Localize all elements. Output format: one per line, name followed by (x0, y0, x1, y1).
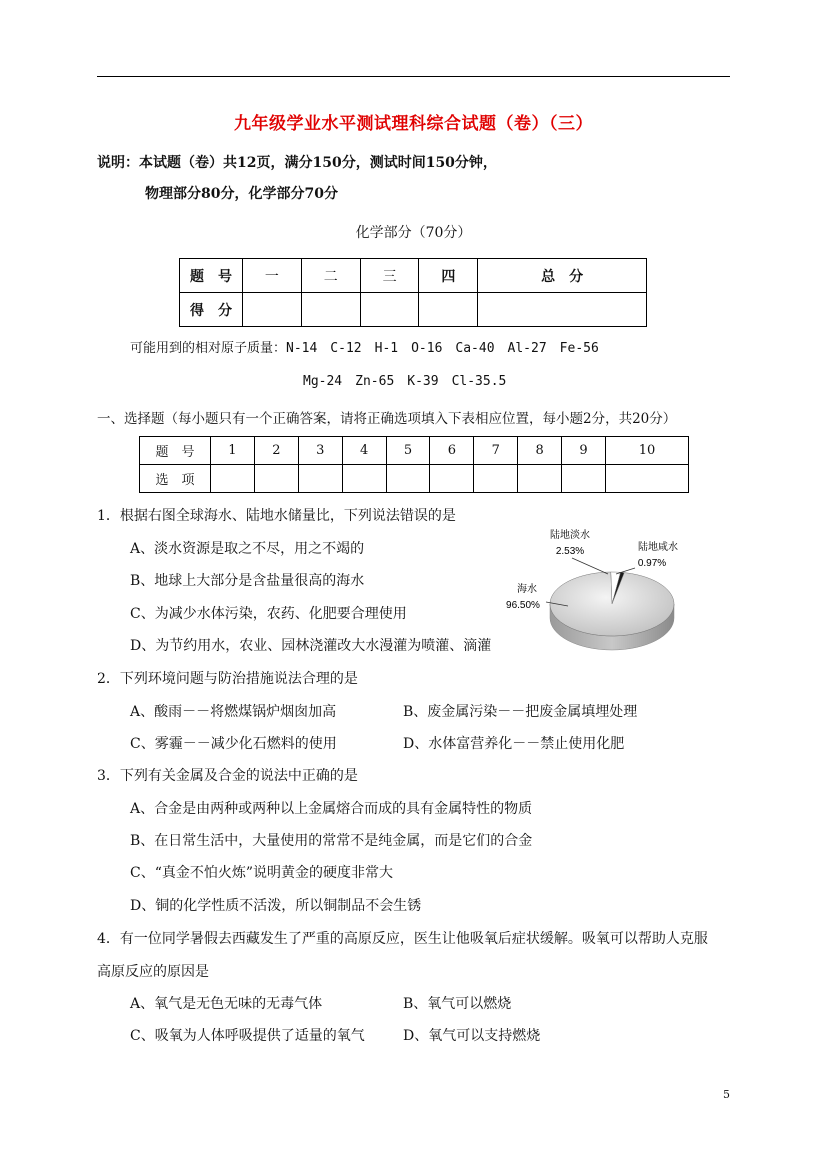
score-header-cell: 题 号 (180, 259, 243, 293)
question-2-stem: 2．下列环境问题与防治措施说法合理的是 (97, 671, 358, 687)
section-title: 化学部分（70分） (355, 225, 472, 241)
answer-number-cell: 6 (430, 437, 474, 465)
question-4-stem-line1: 4．有一位同学暑假去西藏发生了严重的高原反应，医生让他吸氧后症状缓解。吸氧可以帮助人克服 (97, 931, 708, 947)
score-header-cell: 总 分 (478, 259, 647, 293)
answer-number-cell: 9 (562, 437, 606, 465)
answer-input-cell[interactable] (254, 465, 298, 493)
question-3-option-b: B、在日常生活中，大量使用的常常不是纯金属，而是它们的合金 (130, 833, 533, 849)
score-input-cell[interactable] (478, 293, 647, 327)
header-rule (97, 76, 730, 77)
answer-number-cell: 10 (606, 437, 689, 465)
score-table-score-row (180, 293, 647, 327)
atomic-mass-line2: Mg-24 Zn-65 K-39 Cl-35.5 (303, 374, 507, 389)
part1-heading: 一、选择题（每小题只有一个正确答案，请将正确选项填入下表相应位置，每小题2分，共20分） (97, 411, 677, 427)
score-input-cell[interactable] (419, 293, 478, 327)
score-header-cell: 三 (360, 259, 419, 293)
answer-table-choice-row (140, 465, 689, 493)
question-2-option-a: A、酸雨－－将燃煤锅炉烟囱加高 (130, 704, 337, 720)
pie-label-fresh: 陆地淡水 (550, 530, 590, 541)
answer-input-cell[interactable] (211, 465, 255, 493)
answer-input-cell[interactable] (430, 465, 474, 493)
atomic-mass-line1: 可能用到的相对原子质量：N-14 C-12 H-1 O-16 Ca-40 Al-27 Fe-56 (130, 341, 599, 356)
question-4-option-b: B、氧气可以燃烧 (403, 996, 512, 1012)
exam-note-line1: 说明：本试题（卷）共12页，满分150分，测试时间150分钟， (97, 155, 497, 171)
water-pie-chart (490, 522, 705, 662)
page-number: 5 (723, 1088, 730, 1101)
question-4-option-a: A、氧气是无色无味的无毒气体 (130, 996, 323, 1012)
score-input-cell[interactable] (360, 293, 419, 327)
question-4-option-c: C、吸氧为人体呼吸提供了适量的氧气 (130, 1028, 365, 1044)
answer-number-cell: 7 (474, 437, 518, 465)
answer-number-cell: 5 (386, 437, 430, 465)
score-header-cell: 二 (301, 259, 360, 293)
question-3-option-c: C、“真金不怕火炼”说明黄金的硬度非常大 (130, 865, 394, 881)
answer-number-cell: 3 (298, 437, 342, 465)
answer-input-cell[interactable] (298, 465, 342, 493)
answer-number-cell: 1 (211, 437, 255, 465)
question-4-option-d: D、氧气可以支持燃烧 (403, 1028, 541, 1044)
score-table (179, 258, 647, 327)
question-1-option-d: D、为节约用水，农业、园林浇灌改大水漫灌为喷灌、滴灌 (130, 638, 492, 654)
answer-input-cell[interactable] (518, 465, 562, 493)
answer-input-cell[interactable] (562, 465, 606, 493)
answer-input-cell[interactable] (342, 465, 386, 493)
answer-table-number-row (140, 437, 689, 465)
pie-value-fresh: 2.53% (555, 546, 585, 557)
score-header-cell: 四 (419, 259, 478, 293)
pie-value-salt: 0.97% (637, 558, 667, 569)
question-1-option-a: A、淡水资源是取之不尽，用之不竭的 (130, 541, 365, 557)
score-row-label: 得 分 (180, 293, 243, 327)
question-2-option-b: B、废金属污染－－把废金属填埋处理 (403, 704, 638, 720)
answer-input-cell[interactable] (606, 465, 689, 493)
question-3-option-d: D、铜的化学性质不活泼，所以铜制品不会生锈 (130, 898, 422, 914)
answer-number-cell: 8 (518, 437, 562, 465)
answer-row-label: 选 项 (140, 465, 211, 493)
answer-input-cell[interactable] (474, 465, 518, 493)
question-4-stem-line2: 高原反应的原因是 (97, 964, 209, 980)
answer-number-cell: 2 (254, 437, 298, 465)
pie-value-sea: 96.50% (506, 600, 540, 611)
pie-label-sea: 海水 (517, 584, 537, 595)
question-3-stem: 3．下列有关金属及合金的说法中正确的是 (97, 768, 358, 784)
answer-row-label: 题 号 (140, 437, 211, 465)
score-input-cell[interactable] (243, 293, 302, 327)
pie-leader-fresh (572, 558, 608, 574)
pie-slices (550, 572, 674, 636)
score-table-header-row (180, 259, 647, 293)
question-3-option-a: A、合金是由两种或两种以上金属熔合而成的具有金属特性的物质 (130, 801, 533, 817)
pie-label-salt: 陆地咸水 (638, 542, 678, 553)
score-header-cell: 一 (243, 259, 302, 293)
answer-input-cell[interactable] (386, 465, 430, 493)
answer-number-cell: 4 (342, 437, 386, 465)
question-1-option-c: C、为减少水体污染，农药、化肥要合理使用 (130, 606, 407, 622)
question-1-option-b: B、地球上大部分是含盐量很高的海水 (130, 573, 365, 589)
exam-title: 九年级学业水平测试理科综合试题（卷）（三） (234, 114, 593, 134)
question-2-option-d: D、水体富营养化－－禁止使用化肥 (403, 736, 625, 752)
exam-note-line2: 物理部分80分，化学部分70分 (145, 186, 338, 202)
score-input-cell[interactable] (301, 293, 360, 327)
question-1-stem: 1．根据右图全球海水、陆地水储量比，下列说法错误的是 (97, 508, 456, 524)
answer-table (139, 436, 689, 493)
question-2-option-c: C、雾霾－－减少化石燃料的使用 (130, 736, 337, 752)
